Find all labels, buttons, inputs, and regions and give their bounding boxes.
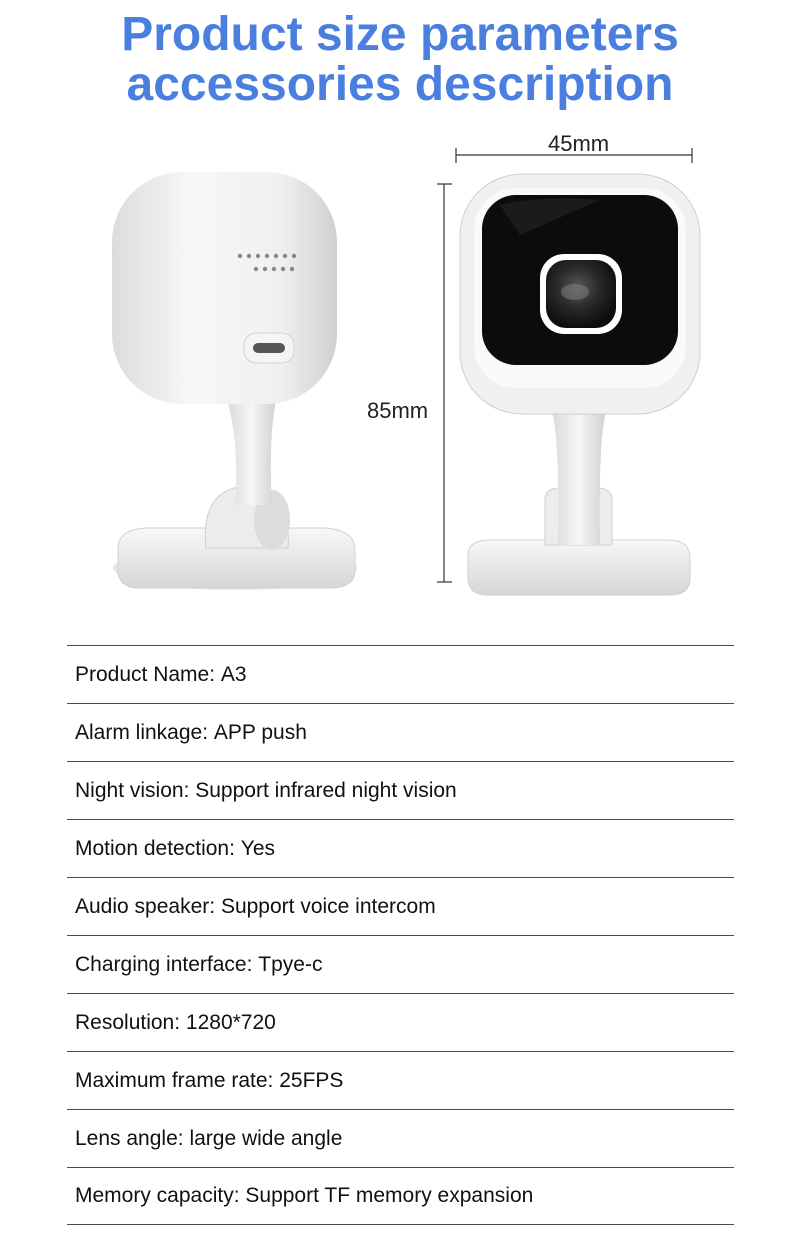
spec-value: large wide angle <box>189 1126 343 1150</box>
page-title-line-1: Product size parameters <box>121 8 679 61</box>
spec-label: Motion detection <box>75 836 230 860</box>
spec-label: Lens angle <box>75 1126 178 1150</box>
page-title-line-2: accessories description <box>126 58 674 111</box>
spec-value: A3 <box>220 662 247 686</box>
spec-label: Resolution <box>75 1010 175 1034</box>
spec-label: Product Name <box>75 662 210 686</box>
height-dimension-line <box>437 184 452 582</box>
spec-label: Charging interface <box>75 952 247 976</box>
spec-label: Memory capacity <box>75 1184 234 1207</box>
spec-row-charging-interface: Charging interface : Tpye-c <box>67 935 734 993</box>
height-dimension-label: 85mm <box>367 398 429 423</box>
spec-row-memory-capacity: Memory capacity : Support TF memory expansion <box>67 1167 734 1225</box>
spec-label: Audio speaker <box>75 894 210 918</box>
spec-row-frame-rate: Maximum frame rate : 25FPS <box>67 1051 734 1109</box>
spec-label: Maximum frame rate <box>75 1068 268 1092</box>
spec-table <box>67 645 734 1225</box>
spec-value: Support voice intercom <box>220 894 436 918</box>
spec-value: Yes <box>240 836 276 860</box>
spec-row-night-vision: Night vision : Support infrared night vision <box>67 761 734 819</box>
spec-row-audio-speaker: Audio speaker : Support voice intercom <box>67 877 734 935</box>
camera-back-view <box>112 172 357 590</box>
spec-row-motion-detection: Motion detection : Yes <box>67 819 734 877</box>
spec-row-lens-angle: Lens angle : large wide angle <box>67 1109 734 1167</box>
spec-value: 25FPS <box>279 1068 344 1092</box>
spec-value: APP push <box>213 720 307 744</box>
product-illustration <box>0 120 800 620</box>
width-dimension-label: 45mm <box>548 131 610 156</box>
spec-label: Night vision <box>75 778 184 802</box>
spec-row-product-name: Product Name : A3 <box>67 645 734 703</box>
spec-value: Support TF memory expansion <box>245 1184 534 1207</box>
spec-label: Alarm linkage <box>75 720 203 744</box>
spec-row-alarm-linkage: Alarm linkage : APP push <box>67 703 734 761</box>
spec-value: Support infrared night vision <box>195 778 457 802</box>
spec-value: Tpye-c <box>258 952 323 976</box>
spec-value: 1280*720 <box>185 1010 276 1034</box>
camera-front-view <box>460 174 700 595</box>
spec-row-resolution: Resolution : 1280*720 <box>67 993 734 1051</box>
